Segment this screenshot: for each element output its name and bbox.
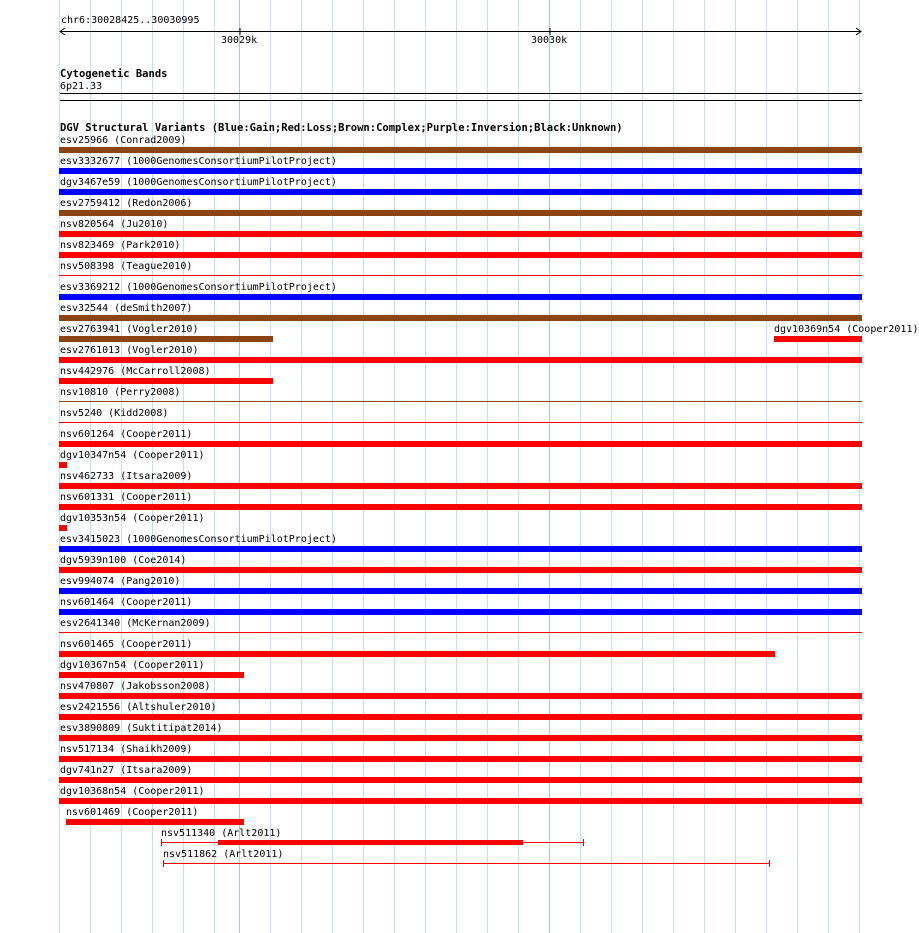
feature-bar[interactable]: [59, 632, 862, 633]
feature-label[interactable]: nsv601469 (Cooper2011): [66, 807, 199, 818]
feature-bar[interactable]: [59, 462, 67, 468]
feature-label[interactable]: esv3332677 (1000GenomesConsortiumPilotProject): [60, 156, 337, 167]
feature-bar[interactable]: [59, 588, 862, 594]
cytoband-track-title: Cytogenetic Bands: [60, 68, 168, 80]
ruler-tick-label: 30029k: [221, 35, 258, 46]
feature-label[interactable]: esv2759412 (Redon2006): [60, 198, 193, 209]
feature-label[interactable]: dgv741n27 (Itsara2009): [60, 765, 193, 776]
feature-bar[interactable]: [774, 336, 862, 342]
feature-label[interactable]: nsv511862 (Arlt2011): [163, 849, 284, 860]
feature-label[interactable]: esv32544 (deSmith2007): [60, 303, 193, 314]
feature-bar[interactable]: [59, 422, 862, 423]
feature-label[interactable]: dgv5939n100 (Coe2014): [60, 555, 187, 566]
feature-label[interactable]: esv3890809 (Suktitipat2014): [60, 723, 223, 734]
feature-bar[interactable]: [59, 275, 862, 276]
feature-bar[interactable]: [59, 525, 67, 531]
feature-bar[interactable]: [59, 777, 862, 783]
feature-label[interactable]: nsv10810 (Perry2008): [60, 387, 181, 398]
feature-bar[interactable]: [59, 189, 862, 195]
feature-bar[interactable]: [59, 504, 862, 510]
feature-label[interactable]: nsv462733 (Itsara2009): [60, 471, 193, 482]
feature-bar[interactable]: [59, 357, 862, 363]
feature-label[interactable]: dgv10353n54 (Cooper2011): [60, 513, 205, 524]
feature-label[interactable]: dgv10367n54 (Cooper2011): [60, 660, 205, 671]
feature-label[interactable]: nsv823469 (Park2010): [60, 240, 181, 251]
feature-label[interactable]: esv2763941 (Vogler2010): [60, 324, 199, 335]
ruler-location: chr6:30028425..30030995: [61, 15, 200, 26]
feature-bar[interactable]: [59, 714, 862, 720]
feature-label[interactable]: nsv517134 (Shaikh2009): [60, 744, 193, 755]
feature-bar[interactable]: [59, 336, 273, 342]
feature-label[interactable]: esv2761013 (Vogler2010): [60, 345, 199, 356]
feature-label[interactable]: esv25966 (Conrad2009): [60, 135, 187, 146]
feature-bar[interactable]: [66, 819, 244, 825]
feature-bar[interactable]: [59, 378, 273, 384]
feature-bar[interactable]: [59, 147, 862, 153]
feature-bar[interactable]: [59, 294, 862, 300]
feature-bar[interactable]: [59, 609, 862, 615]
feature-bar[interactable]: [59, 756, 862, 762]
cytoband-bar-bottom: [60, 100, 862, 101]
feature-bar[interactable]: [59, 735, 862, 741]
feature-label[interactable]: esv3415023 (1000GenomesConsortiumPilotProject): [60, 534, 337, 545]
feature-bar[interactable]: [59, 693, 862, 699]
feature-bar[interactable]: [59, 231, 862, 237]
feature-label[interactable]: nsv511340 (Arlt2011): [161, 828, 282, 839]
feature-label[interactable]: nsv601331 (Cooper2011): [60, 492, 193, 503]
feature-label[interactable]: nsv442976 (McCarroll2008): [60, 366, 211, 377]
cytoband-bar-top: [60, 93, 862, 94]
feature-bar[interactable]: [59, 672, 244, 678]
feature-label[interactable]: esv994074 (Pang2010): [60, 576, 181, 587]
feature-bar[interactable]: [59, 798, 862, 804]
feature-label[interactable]: dgv3467e59 (1000GenomesConsortiumPilotProject): [60, 177, 337, 188]
feature-label[interactable]: esv2421556 (Altshuler2010): [60, 702, 217, 713]
feature-label[interactable]: dgv10369n54 (Cooper2011): [774, 324, 919, 335]
feature-label[interactable]: nsv601264 (Cooper2011): [60, 429, 193, 440]
feature-label[interactable]: esv3369212 (1000GenomesConsortiumPilotProject): [60, 282, 337, 293]
feature-label[interactable]: nsv5240 (Kidd2008): [60, 408, 169, 419]
ruler-axis: [55, 25, 867, 39]
feature-bar[interactable]: [59, 483, 862, 489]
cytoband-label: 6p21.33: [60, 81, 103, 92]
feature-bar[interactable]: [59, 401, 862, 402]
feature-bar[interactable]: [59, 546, 862, 552]
feature-label[interactable]: dgv10347n54 (Cooper2011): [60, 450, 205, 461]
feature-label[interactable]: nsv601464 (Cooper2011): [60, 597, 193, 608]
feature-label[interactable]: dgv10368n54 (Cooper2011): [60, 786, 205, 797]
feature-bar[interactable]: [59, 651, 775, 657]
feature-label[interactable]: esv2641340 (McKernan2009): [60, 618, 211, 629]
feature-bar[interactable]: [59, 168, 862, 174]
feature-bar[interactable]: [59, 252, 862, 258]
feature-label[interactable]: nsv508398 (Teague2010): [60, 261, 193, 272]
ruler-tick-label: 30030k: [531, 35, 568, 46]
feature-bar[interactable]: [59, 210, 862, 216]
dgv-track-title: DGV Structural Variants (Blue:Gain;Red:Loss;Brown:Complex;Purple:Inversion;Black:Unknown): [60, 122, 623, 134]
feature-label[interactable]: nsv470807 (Jakobsson2008): [60, 681, 211, 692]
feature-label[interactable]: nsv601465 (Cooper2011): [60, 639, 193, 650]
feature-label[interactable]: nsv820564 (Ju2010): [60, 219, 169, 230]
feature-bar[interactable]: [59, 441, 862, 447]
feature-bar[interactable]: [59, 315, 862, 321]
feature-bar[interactable]: [59, 567, 862, 573]
